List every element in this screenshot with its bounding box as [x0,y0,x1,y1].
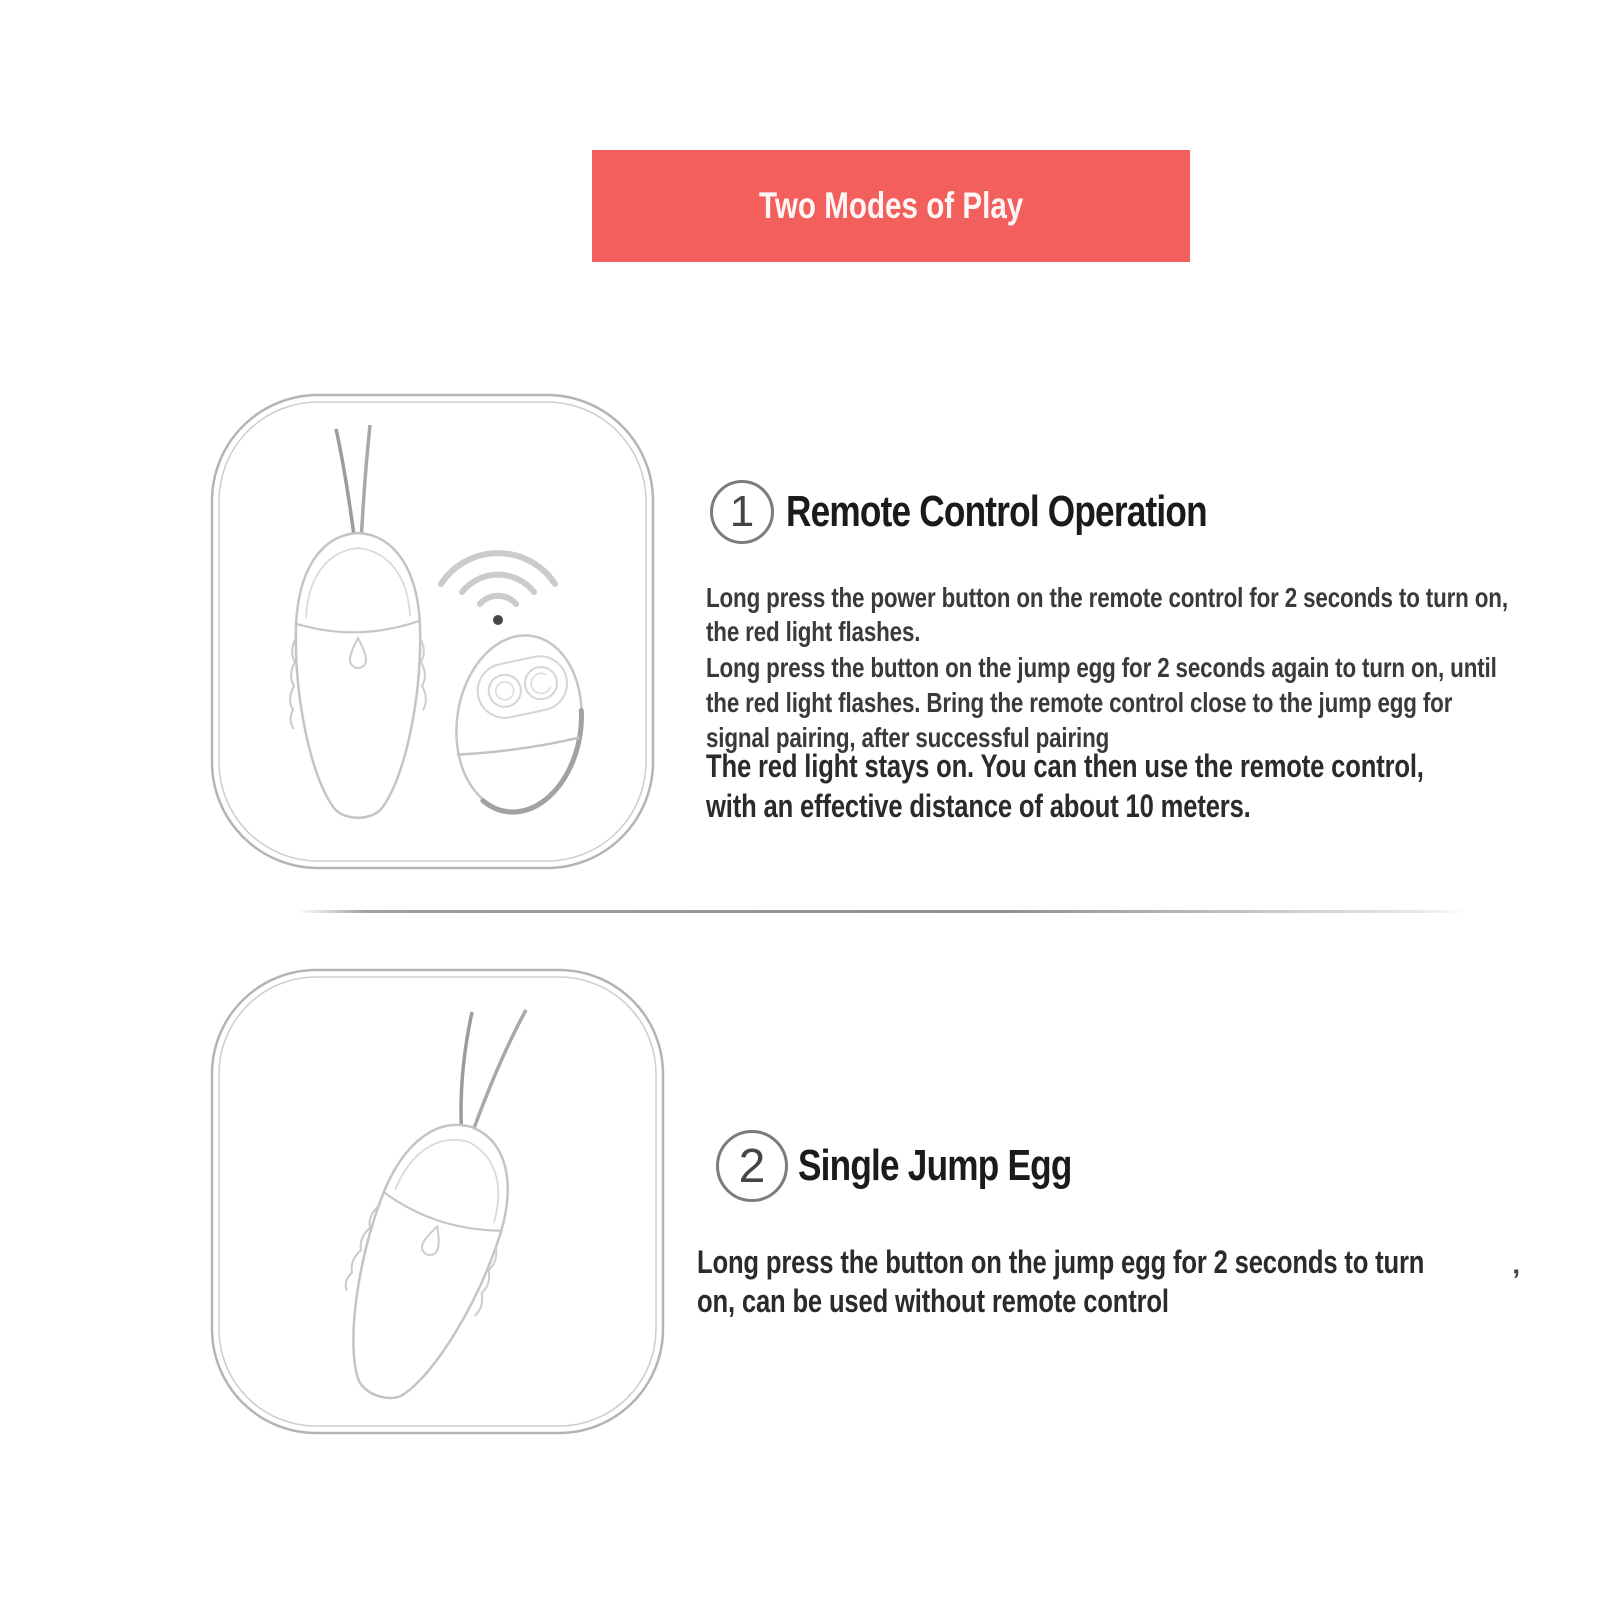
text-line: Long press the power button on the remote control for 2 seconds to turn on, [706,582,1508,613]
signal-waves-icon [441,553,555,625]
cord-lines [336,425,370,543]
section-title-banner [592,150,1190,262]
rounded-frame-outer [212,395,653,868]
section2-paragraph-1 [697,1243,1424,1321]
text-line: Long press the button on the jump egg for 2 seconds to turn [697,1244,1425,1280]
single-egg-illustration [210,968,665,1435]
section2-heading [716,1130,1140,1202]
text-line: signal pairing, after successful pairing [706,722,1110,753]
section1-title: Remote Control Operation [786,487,1207,536]
cord-lines [461,1010,526,1142]
section1-paragraph-1 [706,581,1508,649]
text-line: The red light stays on. You can then use the remote control, [706,748,1424,784]
banner-label: Two Modes of Play [758,185,1024,226]
rounded-frame-inner [219,402,646,861]
text-line: on, can be used without remote control [697,1283,1169,1319]
section2-title: Single Jump Egg [798,1141,1072,1190]
jump-egg-illustration [290,533,426,818]
stray-mark: ’ [1512,1264,1521,1297]
signal-dot [493,615,503,625]
remote-control-illustration [445,627,593,820]
text-line: the red light flashes. [706,616,921,647]
section1-paragraph-2 [706,650,1497,755]
text-line: the red light flashes. Bring the remote control close to the jump egg for [706,687,1453,718]
section1-heading [710,480,1312,544]
step-1-badge: 1 [710,480,774,544]
jump-egg-illustration [313,1105,536,1419]
remote-mode-illustration [210,393,655,870]
text-line: with an effective distance of about 10 meters. [706,788,1251,824]
section1-paragraph-3 [706,746,1424,826]
text-line: Long press the button on the jump egg for 2 seconds again to turn on, until [706,652,1497,683]
section-divider [297,910,1467,913]
step-2-badge: 2 [716,1130,788,1202]
